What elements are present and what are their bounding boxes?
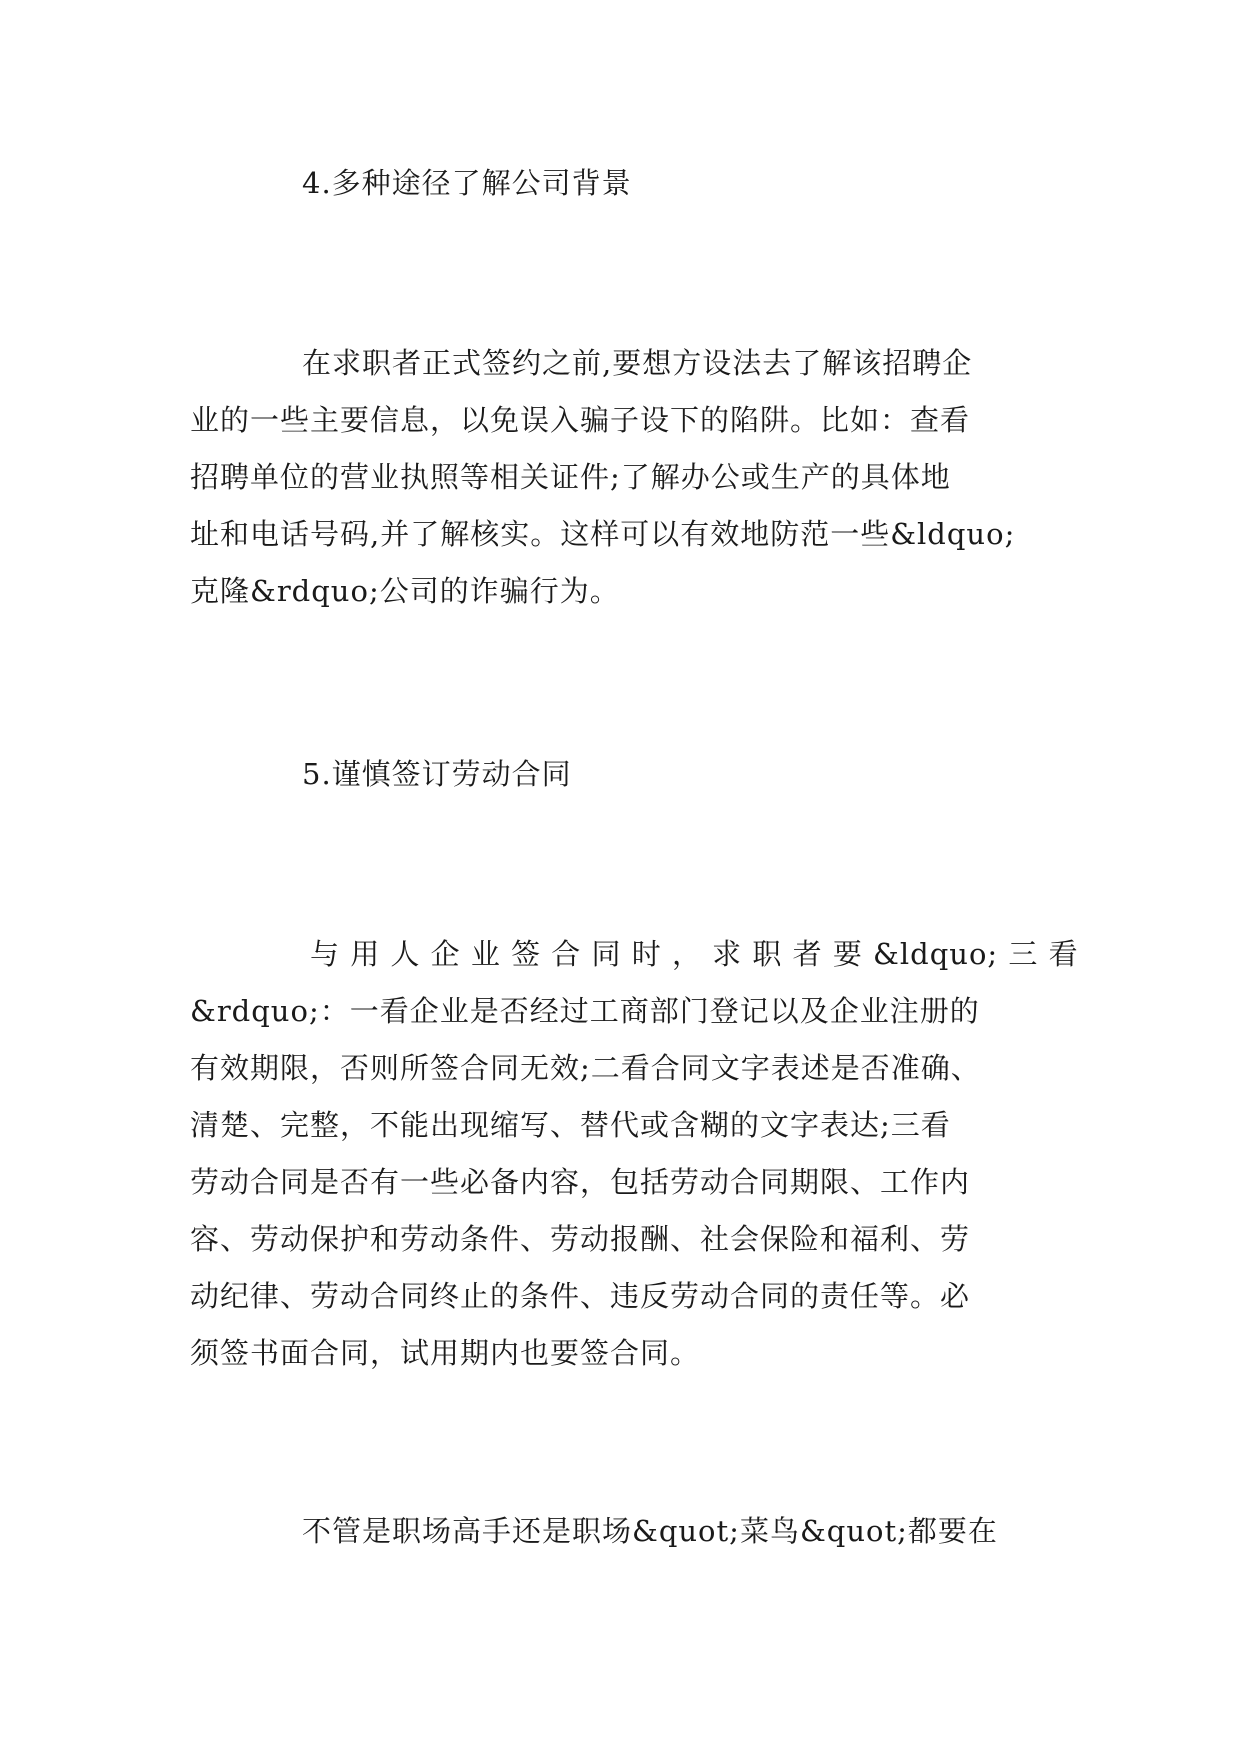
paragraph-labor-contract: [190, 926, 1079, 1382]
paragraph-line: 业的一些主要信息，以免误入骗子设下的陷阱。比如：查看: [190, 403, 971, 437]
paragraph-line: 克隆&rdquo;公司的诈骗行为。: [190, 574, 620, 608]
paragraph-line: 与 用 人 企 业 签 合 同 时 ， 求 职 者 要 &ldquo; 三 看: [310, 937, 1079, 971]
section-heading-5: 5.谨慎签订劳动合同: [302, 757, 572, 791]
paragraph-line: &rdquo;：一看企业是否经过工商部门登记以及企业注册的: [190, 994, 980, 1028]
paragraph-line: 须签书面合同，试用期内也要签合同。: [190, 1336, 701, 1370]
paragraph-line: 劳动合同是否有一些必备内容，包括劳动合同期限、工作内: [190, 1165, 971, 1199]
paragraph-career-note: [190, 1503, 1050, 1560]
paragraph-line: 容、劳动保护和劳动条件、劳动报酬、社会保险和福利、劳: [190, 1222, 971, 1256]
paragraph-line: 不管是职场高手还是职场&quot;菜鸟&quot;都要在: [302, 1514, 998, 1548]
paragraph-line: 址和电话号码,并了解核实。这样可以有效地防范一些&ldquo;: [190, 517, 1016, 551]
paragraph-line: 在求职者正式签约之前,要想方设法去了解该招聘企: [302, 346, 973, 380]
paragraph-company-background: [190, 335, 1050, 620]
paragraph-line: 有效期限，否则所签合同无效;二看合同文字表述是否准确、: [190, 1051, 981, 1085]
paragraph-line: 清楚、完整，不能出现缩写、替代或含糊的文字表达;三看: [190, 1108, 951, 1142]
paragraph-line: 招聘单位的营业执照等相关证件;了解办公或生产的具体地: [190, 460, 951, 494]
paragraph-line: 动纪律、劳动合同终止的条件、违反劳动合同的责任等。必: [190, 1279, 971, 1313]
section-heading-4: 4.多种途径了解公司背景: [302, 166, 632, 200]
